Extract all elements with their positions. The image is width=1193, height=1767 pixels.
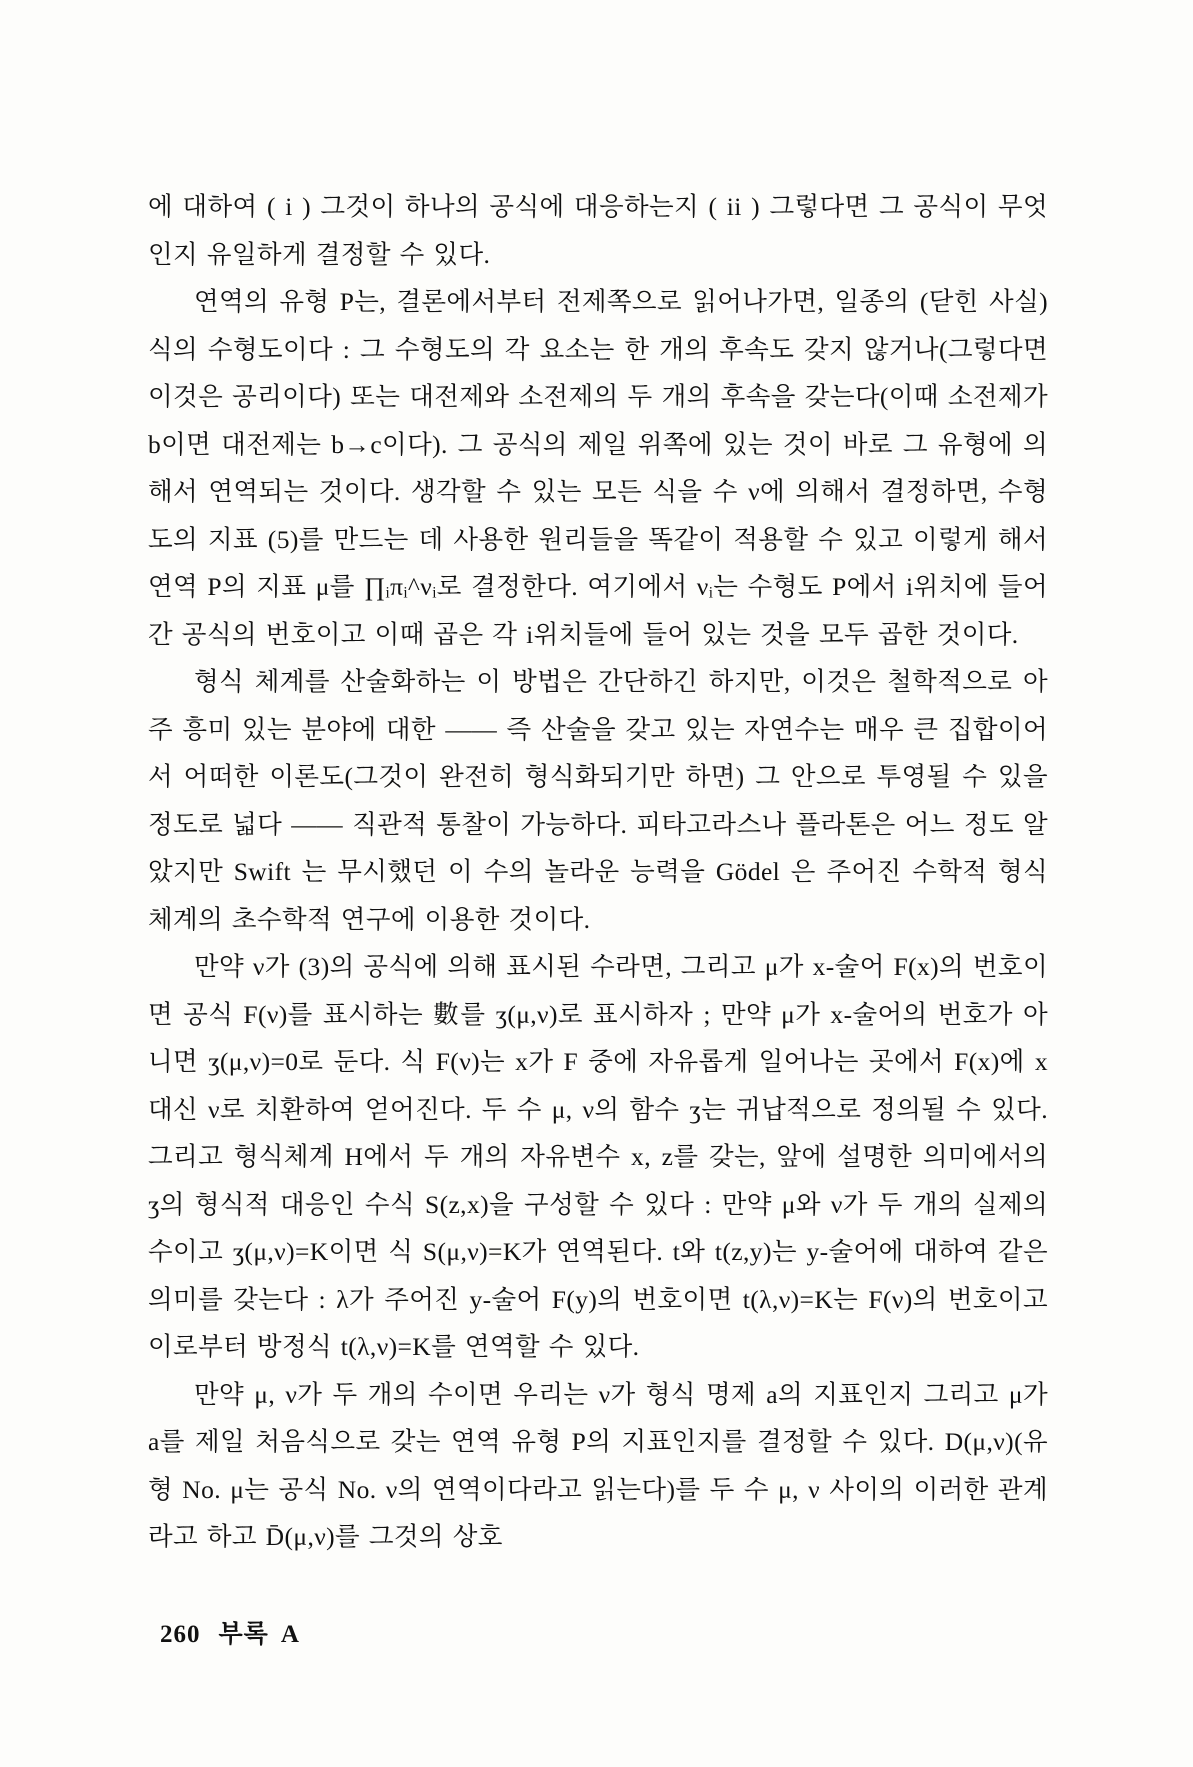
footer-appendix-letter: A	[280, 1621, 300, 1648]
paragraph-3: 형식 체계를 산술화하는 이 방법은 간단하긴 하지만, 이것은 철학적으로 아주 흥미 있는 분야에 대한 —— 즉 산술을 갖고 있는 자연수는 매우 큰 집합이어서 어떠한 이론도(그것이 완전히 형식화되기만 하면) 그 안으로 투영될 수 있을 정도로 넓다 —— 직관적 통찰이 가능하다. 피타고라스나 플라톤은 어느 정도 알았지만 Swift 는 무시했던 이 수의 놀라운 능력을 Gödel 은 주어진 수학적 형식체계의 초수학적 연구에 이용한 것이다.	[148, 667, 1048, 934]
paragraph-5: 만약 μ, ν가 두 개의 수이면 우리는 ν가 형식 명제 a의 지표인지 그리고 μ가 a를 제일 처음식으로 갖는 연역 유형 P의 지표인지를 결정할 수 있다. D(μ,ν)(유형 No. μ는 공식 No. ν의 연역이다라고 읽는다)를 두 수 μ, ν 사이의 이러한 관계라고 하고 D̄(μ,ν)를 그것의 상호	[148, 1379, 1048, 1551]
paragraph-2: 연역의 유형 P는, 결론에서부터 전제쪽으로 읽어나가면, 일종의 (닫힌 사실) 식의 수형도이다 : 그 수형도의 각 요소는 한 개의 후속도 갖지 않거나(그렇다면 이것은 공리이다) 또는 대전제와 소전제의 두 개의 후속을 갖는다(이때 소전제가 b이면 대전제는 b→c이다). 그 공식의 제일 위쪽에 있는 것이 바로 그 유형에 의해서 연역되는 것이다. 생각할 수 있는 모든 식을 수 ν에 의해서 결정하면, 수형도의 지표 (5)를 만드는 데 사용한 원리들을 똑같이 적용할 수 있고 이렇게 해서 연역 P의 지표 μ를 ∏ᵢπᵢ^νᵢ로 결정한다. 여기에서 νᵢ는 수형도 P에서 i위치에 들어간 공식의 번호이고 이때 곱은 각 i위치들에 들어 있는 것을 모두 곱한 것이다.	[148, 287, 1048, 649]
paragraph-4: 만약 ν가 (3)의 공식에 의해 표시된 수라면, 그리고 μ가 x-술어 F(x)의 번호이면 공식 F(ν)를 표시하는 數를 ʒ(μ,ν)로 표시하자 ; 만약 μ가 x-술어의 번호가 아니면 ʒ(μ,ν)=0로 둔다. 식 F(ν)는 x가 F 중에 자유롭게 일어나는 곳에서 F(x)에 x대신 ν로 치환하여 얻어진다. 두 수 μ, ν의 함수 ʒ는 귀납적으로 정의될 수 있다. 그리고 형식체계 H에서 두 개의 자유변수 x, z를 갖는, 앞에 설명한 의미에서의 ʒ의 형식적 대응인 수식 S(z,x)을 구성할 수 있다 : 만약 μ와 ν가 두 개의 실제의 수이고 ʒ(μ,ν)=K이면 식 S(μ,ν)=K가 연역된다. t와 t(z,y)는 y-술어에 대하여 같은 의미를 갖는다 : λ가 주어진 y-술어 F(y)의 번호이면 t(λ,ν)=K는 F(ν)의 번호이고 이로부터 방정식 t(λ,ν)=K를 연역할 수 있다.	[148, 952, 1048, 1361]
footer-label: 부록	[218, 1621, 269, 1648]
paragraph-1: 에 대하여 ( i ) 그것이 하나의 공식에 대응하는지 ( ii ) 그렇다면 그 공식이 무엇인지 유일하게 결정할 수 있다.	[148, 192, 1048, 269]
page-footer	[160, 1614, 300, 1650]
body-text	[148, 183, 1048, 1561]
page-number: 260	[160, 1621, 201, 1648]
